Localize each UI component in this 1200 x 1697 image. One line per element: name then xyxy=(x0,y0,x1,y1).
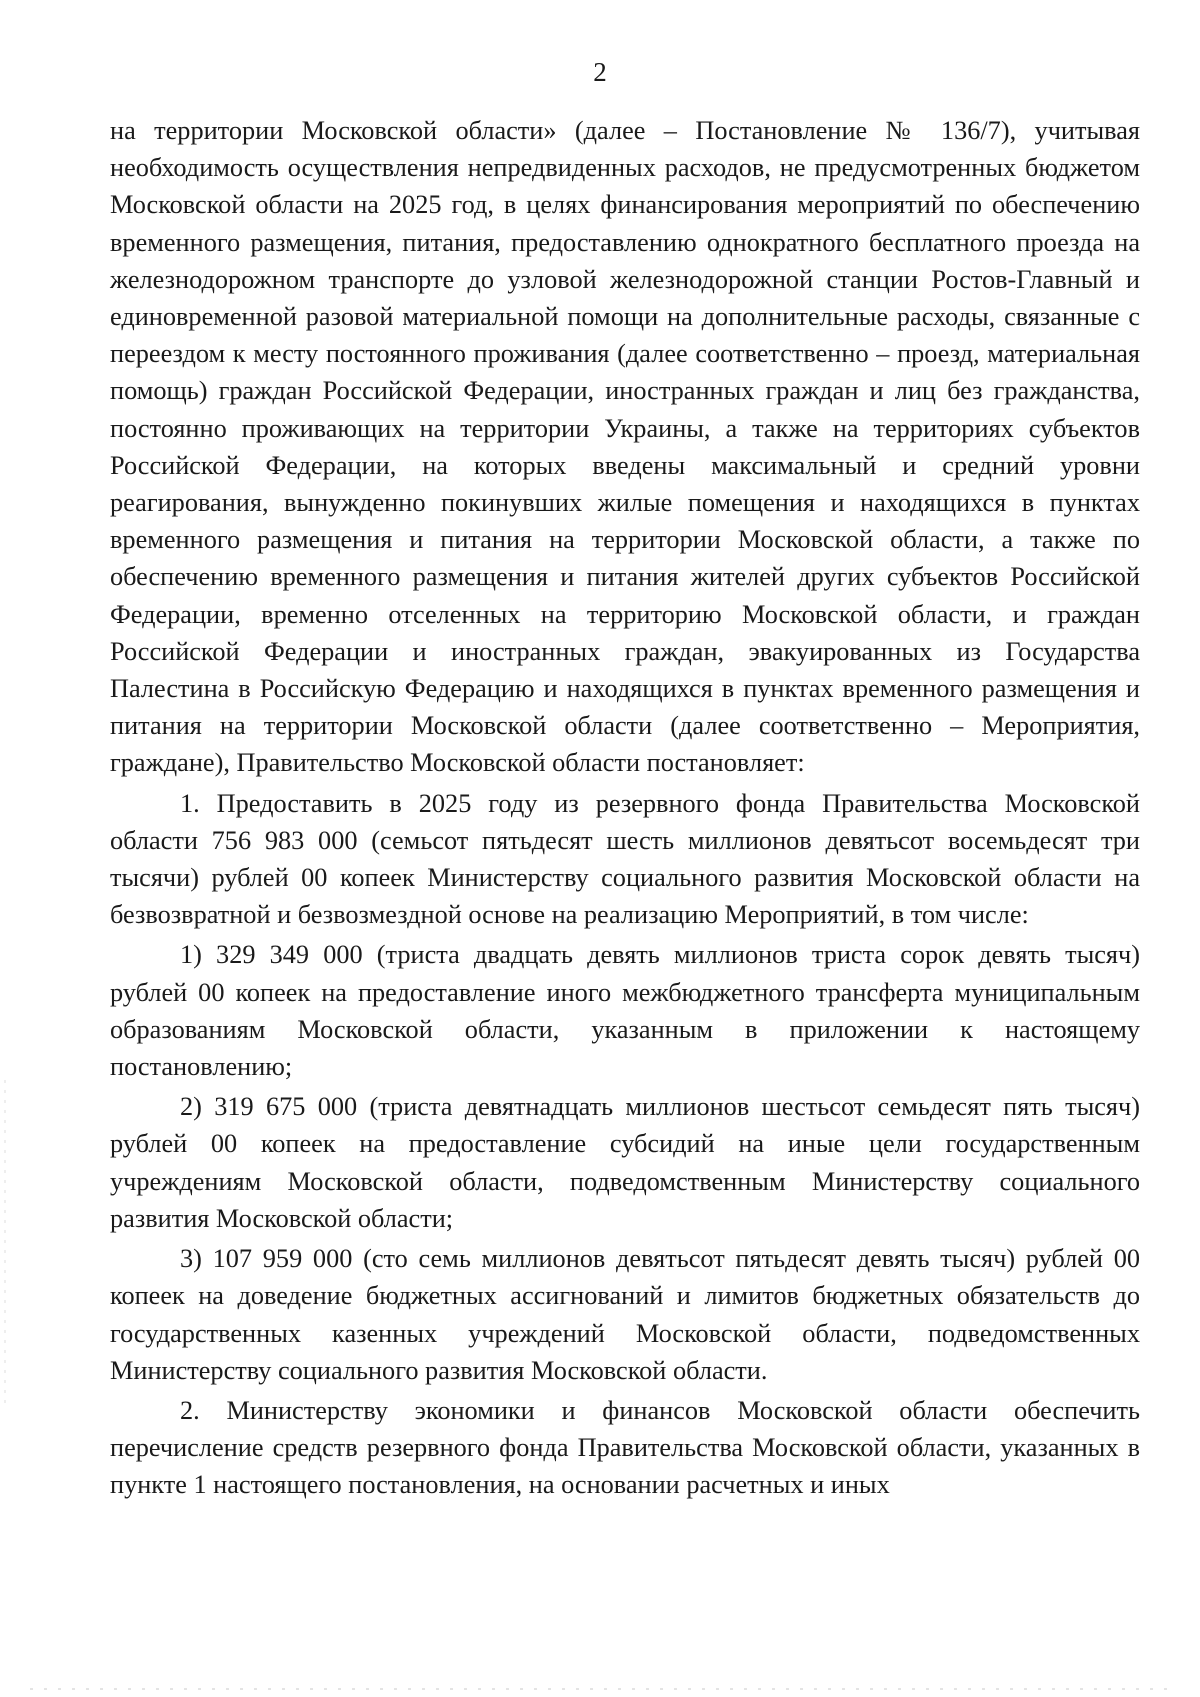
scan-bottom-artifact xyxy=(30,1688,1170,1690)
document-body xyxy=(110,112,1140,1504)
paragraph-clause-1-item-1: 1) 329 349 000 (триста двадцать девять миллионов триста сорок девять тысяч) рублей 00 копеек на предоставление иного межбюджетного трансферта муниципальным образованиям Московской области, указанным в приложении к настоящему постановлению; xyxy=(110,940,1140,1082)
paragraph-clause-1-item-2: 2) 319 675 000 (триста девятнадцать миллионов шестьсот семьдесят пять тысяч) рублей 00 копеек на предоставление субсидий на иные цели государственным учреждениям Московской области, подведомственным Министерству социального развития Московской области; xyxy=(110,1092,1140,1233)
paragraph-preamble-continuation: на территории Московской области» (далее – Постановление № 136/7), учитывая необходимость осуществления непредвиденных расходов, не предусмотренных бюджетом Московской области на 2025 год, в целях финансирования мероприятий по обеспечению временного размещения, питания, предоставлению однократного бесплатного проезда на железнодорожном транспорте до узловой железнодорожной станции Ростов-Главный и единовременной разовой материальной помощи на дополнительные расходы, связанные с переездом к месту постоянного проживания (далее соответственно – проезд, материальная помощь) граждан Российской Федерации, иностранных граждан и лиц без гражданства, постоянно проживающих на территории Украины, а также на территориях субъектов Российской Федерации, на которых введены максимальный и средний уровни реагирования, вынужденно покинувших жилые помещения и находящихся в пунктах временного размещения и питания на территории Московской области, а также по обеспечению временного размещения и питания жителей других субъектов Российской Федерации, временно отселенных на территорию Московской области, и граждан Российской Федерации и иностранных граждан, эвакуированных из Государства Палестина в Российскую Федерацию и находящихся в пунктах временного размещения и питания на территории Московской области (далее соответственно – Мероприятия, граждане), Правительство Московской области постановляет: xyxy=(110,116,1140,778)
paragraph-clause-1: 1. Предоставить в 2025 году из резервного фонда Правительства Московской области 756 983 000 (семьсот пятьдесят шесть миллионов девятьсот восемьдесят три тысячи) рублей 00 копеек Министерству социального развития Московской области на безвозвратной и безвозмездной основе на реализацию Мероприятий, в том числе: xyxy=(110,788,1140,930)
scan-edge-artifact xyxy=(4,1080,6,1410)
page-number: 2 xyxy=(593,57,607,87)
paragraph-clause-2: 2. Министерству экономики и финансов Московской области обеспечить перечисление средств резервного фонда Правительства Московской области, указанных в пункте 1 настоящего постановления, на основании расчетных и иных xyxy=(110,1395,1140,1500)
paragraph-clause-1-item-3: 3) 107 959 000 (сто семь миллионов девятьсот пятьдесят девять тысяч) рублей 00 копеек на доведение бюджетных ассигнований и лимитов бюджетных обязательств до государственных казенных учреждений Московской области, подведомственных Министерству социального развития Московской области. xyxy=(110,1244,1140,1385)
